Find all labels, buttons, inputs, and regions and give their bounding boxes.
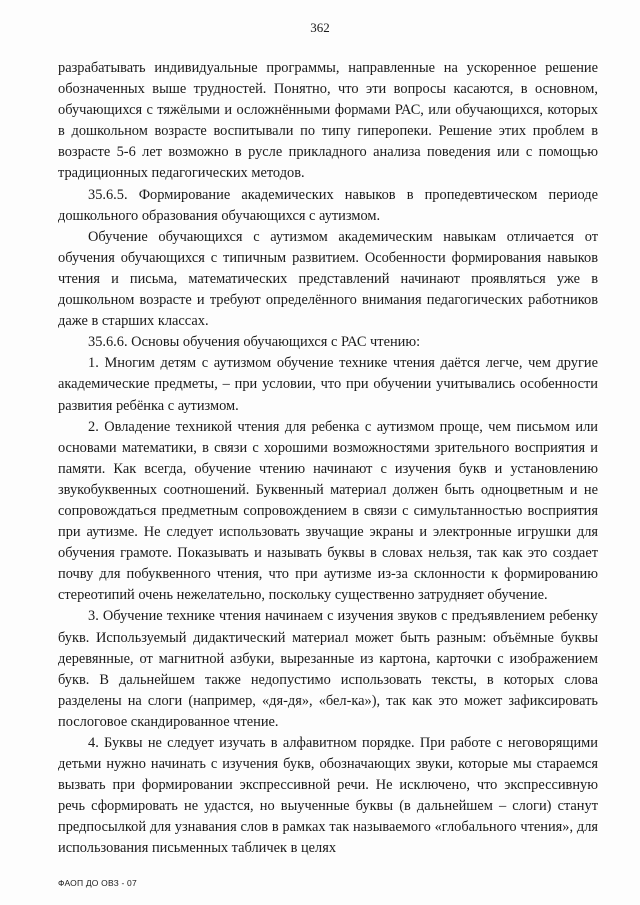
- list-item-3: 3. Обучение технике чтения начинаем с изучения звуков с предъявлением ребенку букв. Используемый дидактический материал может быть разным: объёмные буквы деревянные, от магнитной азбуки, вырезанные из картона, карточки с изображением букв. В дальнейшем также недопустимо использовать тексты, в которых слова разделены на слоги (например, «дя-дя», «бел-ка»), так как это может зафиксировать послоговое скандированное чтение.: [58, 608, 598, 730]
- list-item-1: 1. Многим детям с аутизмом обучение технике чтения даётся легче, чем другие академические предметы, – при условии, что при обучении учитывались особенности развития ребёнка с аутизмом.: [58, 355, 598, 414]
- paragraph-continuation: разрабатывать индивидуальные программы, направленные на ускоренное решение обозначенных выше трудностей. Понятно, что эти вопросы касаются, в основном, обучающихся с тяжёлыми и осложнёнными формами РАС, или обучающихся, которых в дошкольном возрасте воспитывали по типу гиперопеки. Решение этих проблем в возрасте 5-6 лет возможно в русле прикладного анализа поведения или с помощью традиционных педагогических методов.: [58, 60, 598, 182]
- paragraph-academic-skills: Обучение обучающихся с аутизмом академическим навыкам отличается от обучения обучающихся с типичным развитием. Особенности формирования навыков чтения и письма, математических представлений начинают проявляться уже в дошкольном возрасте и требуют определённого внимания педагогических работников даже в старших классах.: [58, 228, 598, 330]
- page-number: 362: [310, 20, 330, 35]
- section-heading-35-6-5: 35.6.5. Формирование академических навыков в пропедевтическом периоде дошкольного образования обучающихся с аутизмом.: [58, 186, 598, 224]
- section-heading-35-6-6: 35.6.6. Основы обучения обучающихся с РАС чтению:: [88, 334, 421, 351]
- document-footer-code: ФАОП ДО ОВЗ - 07: [58, 878, 137, 888]
- page-body: [58, 58, 598, 860]
- list-item-4: 4. Буквы не следует изучать в алфавитном порядке. При работе с неговорящими детьми нужно начинать с изучения букв, обозначающих звуки, которые мы стараемся вызвать при формировании экспрессивной речи. Не исключено, что экспрессивную речь сформировать не удастся, но выученные буквы (в дальнейшем – слоги) станут предпосылкой для узнавания слов в рамках так называемого «глобального чтения», для использования письменных табличек в целях: [58, 735, 598, 857]
- list-item-2: 2. Овладение техникой чтения для ребенка с аутизмом проще, чем письмом или основами математики, в связи с хорошими возможностями зрительного восприятия и памяти. Как всегда, обучение чтению начинают с изучения букв и установлению звукобуквенных соотношений. Буквенный материал должен быть одноцветным и не сопровождаться предметным сопровождением в связи с симультанностью восприятия при аутизме. Не следует использовать звучащие экраны и электронные игрушки для обучения грамоте. Показывать и называть буквы в словах нельзя, так как это создает почву для побуквенного чтения, что при аутизме из-за склонности к формированию стереотипий очень нежелательно, поскольку существенно затрудняет обучение.: [58, 418, 598, 604]
